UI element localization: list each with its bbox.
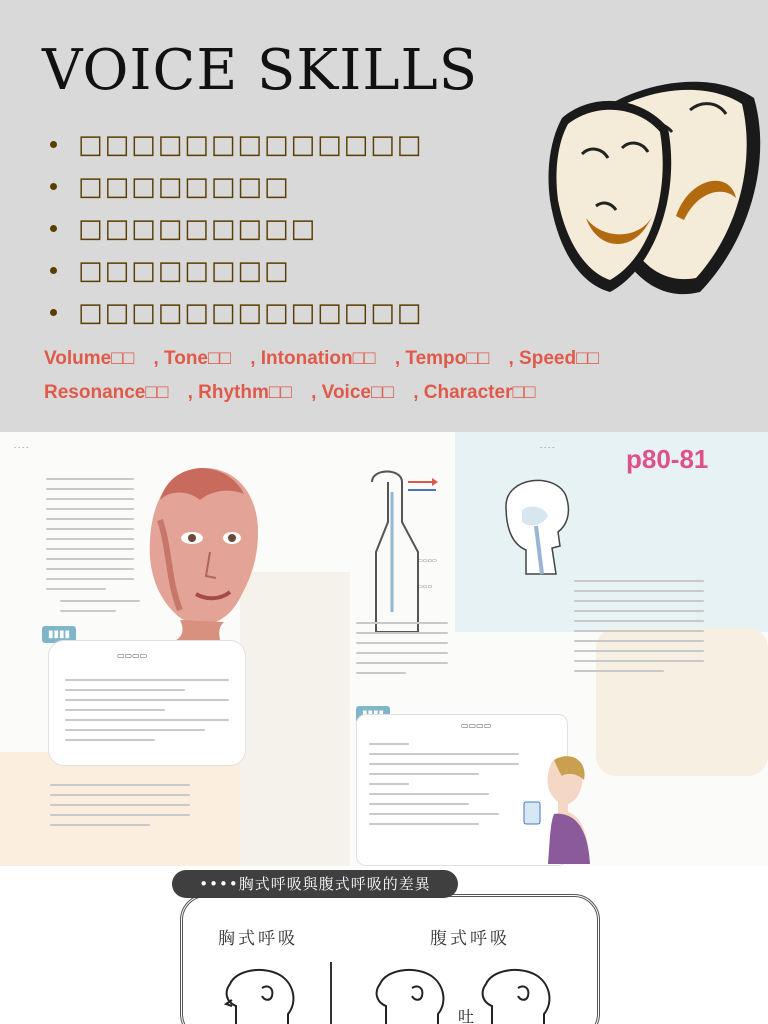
right-page-header: - - - - — [540, 444, 555, 451]
diagram-title: ••••胸式呼吸與腹式呼吸的差異 — [172, 870, 458, 898]
card-text-lines — [65, 679, 229, 749]
page-reference: p80-81 — [626, 444, 709, 474]
abdominal-breathing-label: 腹式呼吸 — [430, 929, 510, 949]
left-bottom-text — [50, 784, 190, 834]
bullet-dot — [50, 267, 57, 274]
bullet-text: □□□□□□□□□ — [78, 214, 318, 244]
term-voice: , Voice□□ — [311, 382, 394, 403]
term-tone: , Tone□□ — [153, 348, 231, 369]
left-text-block — [46, 478, 134, 598]
card-title: ▭▭▭▭ — [461, 721, 492, 730]
bullet-text: □□□□□□□□ — [78, 256, 291, 286]
exercise-card-left — [48, 640, 246, 766]
bullet-item — [50, 296, 423, 338]
bullet-dot — [50, 225, 57, 232]
middle-text-lines — [356, 622, 448, 682]
chest-breathing-label: 胸式呼吸 — [218, 929, 298, 949]
divider-line — [330, 962, 332, 1024]
head-profile-left-icon — [222, 966, 302, 1024]
right-text-block — [574, 580, 704, 680]
textbook-spread-image — [0, 432, 768, 866]
bullet-text: □□□□□□□□□□□□□ — [78, 298, 424, 328]
svg-text:▭▭▭▭: ▭▭▭▭ — [418, 558, 437, 564]
bullet-list — [50, 128, 423, 338]
term-character: , Character□□ — [413, 382, 536, 403]
exhale-char: 吐 — [458, 1007, 475, 1024]
bullet-text: □□□□□□□□ — [78, 172, 291, 202]
profile-airway-illustration — [486, 466, 586, 576]
card-text-lines — [369, 743, 519, 833]
bullet-dot — [50, 141, 57, 148]
term-intonation: , Intonation□□ — [250, 348, 376, 369]
left-page-header: - - - - — [14, 444, 29, 451]
breathing-comparison-diagram — [0, 866, 768, 1024]
bullet-item — [50, 128, 423, 170]
term-resonance: Resonance□□ — [44, 382, 169, 403]
term-rhythm: , Rhythm□□ — [187, 382, 292, 403]
bullet-dot — [50, 309, 57, 316]
svg-text:▭▭▭: ▭▭▭ — [418, 584, 433, 590]
theater-masks-icon — [540, 70, 768, 310]
caption-lines — [60, 600, 140, 620]
voice-skills-slide — [0, 0, 768, 432]
head-profile-middle-icon — [372, 966, 452, 1024]
vocal-tract-diagram — [352, 462, 452, 642]
voice-terms-line-2 — [44, 382, 549, 404]
card-title: ▭▭▭▭ — [117, 651, 148, 660]
bullet-dot — [50, 183, 57, 190]
head-profile-right-icon — [478, 966, 558, 1024]
practice-label: ▮▮▮▮ — [42, 626, 76, 643]
bullet-item — [50, 254, 423, 296]
facial-muscle-illustration — [140, 460, 270, 640]
woman-drinking-illustration — [518, 750, 598, 864]
slide-title: VOICE SKILLS — [42, 38, 479, 103]
term-volume: Volume□□ — [44, 348, 135, 369]
voice-terms-line-1 — [44, 348, 613, 370]
bullet-item — [50, 212, 423, 254]
bullet-text: □□□□□□□□□□□□□ — [78, 130, 424, 160]
term-tempo: , Tempo□□ — [394, 348, 490, 369]
bullet-item — [50, 170, 423, 212]
term-speed: , Speed□□ — [508, 348, 600, 369]
